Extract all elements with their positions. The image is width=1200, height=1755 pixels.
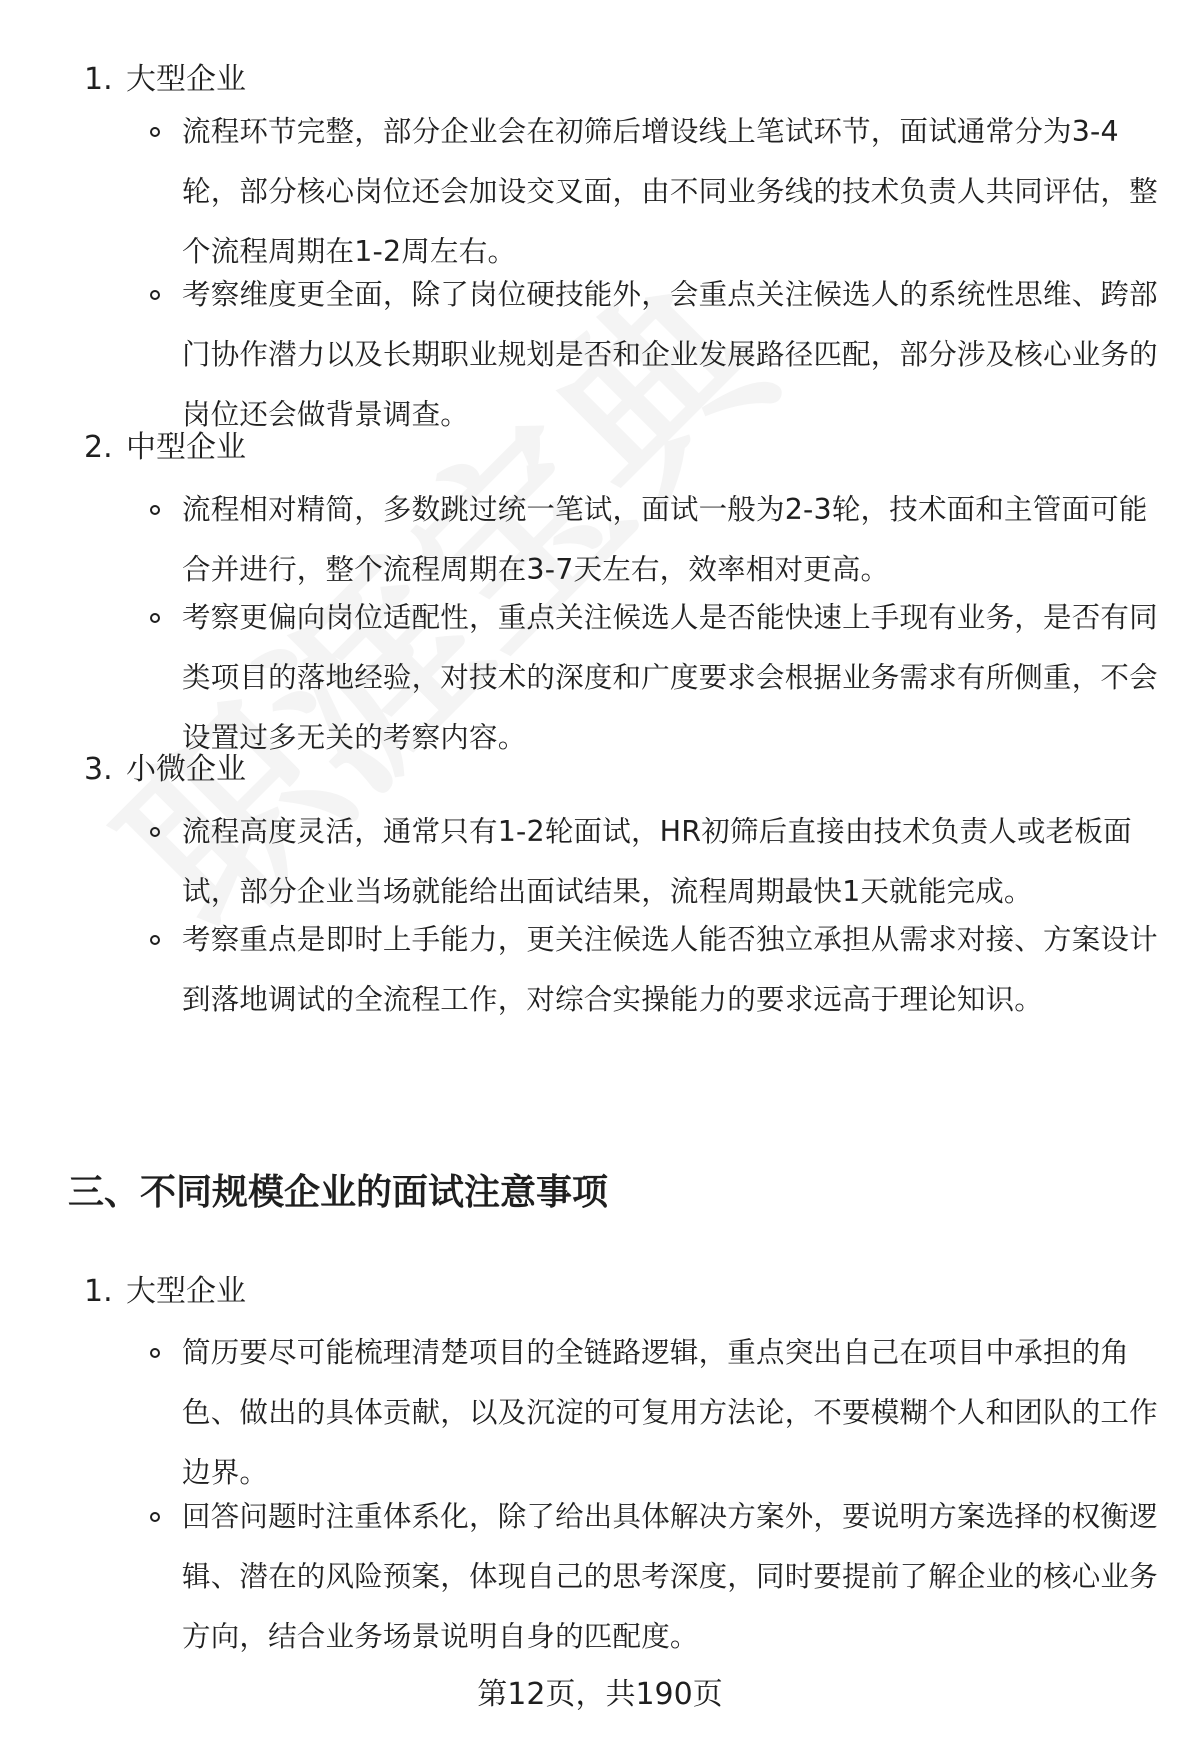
- hollow-bullet-icon: [150, 127, 160, 137]
- bullet-text: 简历要尽可能梳理清楚项目的全链路逻辑，重点突出自己在项目中承担的角色、做出的具体贡献，以及沉淀的可复用方法论，不要模糊个人和团队的工作边界。: [182, 1336, 1158, 1489]
- bullet-text: 流程环节完整，部分企业会在初筛后增设线上笔试环节，面试通常分为3-4轮，部分核心岗位还会加设交叉面，由不同业务线的技术负责人共同评估，整个流程周期在1-2周左右。: [182, 115, 1158, 268]
- list-item-small-enterprise: [84, 750, 246, 790]
- list-item-title: 大型企业: [126, 1274, 246, 1309]
- page-number-footer: 第12页，共190页: [477, 1677, 723, 1712]
- list-number: 1.: [84, 1274, 113, 1309]
- section-heading: 三、不同规模企业的面试注意事项: [68, 1172, 609, 1213]
- list-item-large-enterprise-tips: [84, 1272, 246, 1312]
- hollow-bullet-icon: [150, 935, 160, 945]
- hollow-bullet-icon: [150, 1348, 160, 1358]
- list-number: 3.: [84, 752, 113, 787]
- hollow-bullet-icon: [150, 827, 160, 837]
- bullet-text: 流程高度灵活，通常只有1-2轮面试，HR初筛后直接由技术负责人或老板面试，部分企业当场就能给出面试结果，流程周期最快1天就能完成。: [182, 815, 1132, 908]
- list-item-medium-enterprise: [84, 428, 246, 468]
- bullet-text: 流程相对精简，多数跳过统一笔试，面试一般为2-3轮，技术面和主管面可能合并进行，整个流程周期在3-7天左右，效率相对更高。: [182, 493, 1148, 586]
- list-number: 2.: [84, 430, 113, 465]
- hollow-bullet-icon: [150, 1512, 160, 1522]
- hollow-bullet-icon: [150, 505, 160, 515]
- list-item-large-enterprise: [84, 60, 246, 100]
- list-item-title: 中型企业: [126, 430, 246, 465]
- bullet-text: 考察重点是即时上手能力，更关注候选人能否独立承担从需求对接、方案设计到落地调试的全流程工作，对综合实操能力的要求远高于理论知识。: [182, 923, 1158, 1016]
- bullet-text: 回答问题时注重体系化，除了给出具体解决方案外，要说明方案选择的权衡逻辑、潜在的风险预案，体现自己的思考深度，同时要提前了解企业的核心业务方向，结合业务场景说明自身的匹配度。: [182, 1500, 1158, 1653]
- bullet-text: 考察更偏向岗位适配性，重点关注候选人是否能快速上手现有业务，是否有同类项目的落地经验，对技术的深度和广度要求会根据业务需求有所侧重，不会设置过多无关的考察内容。: [182, 601, 1158, 754]
- hollow-bullet-icon: [150, 290, 160, 300]
- list-number: 1.: [84, 62, 113, 97]
- list-item-title: 大型企业: [126, 62, 246, 97]
- hollow-bullet-icon: [150, 613, 160, 623]
- bullet-text: 考察维度更全面，除了岗位硬技能外，会重点关注候选人的系统性思维、跨部门协作潜力以及长期职业规划是否和企业发展路径匹配，部分涉及核心业务的岗位还会做背景调查。: [182, 278, 1158, 431]
- list-item-title: 小微企业: [126, 752, 246, 787]
